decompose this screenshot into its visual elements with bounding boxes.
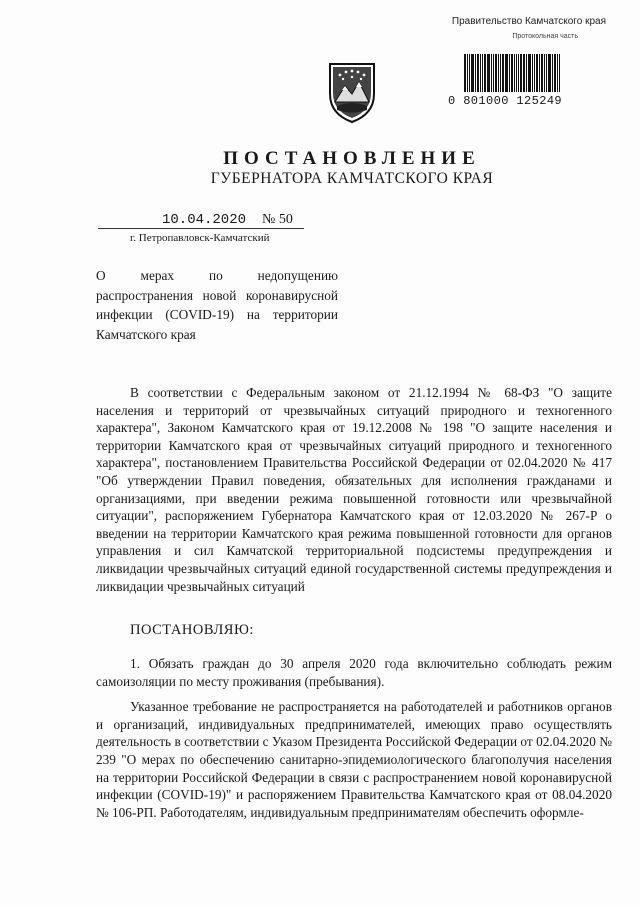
barcode-number: 0 801000 125249 [448, 94, 563, 108]
document-title: ПОСТАНОВЛЕНИЕ [223, 148, 481, 169]
resolution-item: Указанное требование не распространяется на работодателей и работников органов и организаций, индивидуальных предпринимателей, имеющих право осуществлять деятельность в соответствии с Указом Президента Российской Федерации от 02.04.2020 № 239 "О мерах по обеспечению санитарно-эпидемиологического благополучия населения на территории Российской Федерации в связи с распространением новой коронавирусной инфекции (COVID-19)" и распоряжением Правительства Камчатского края от 08.04.2020 № 106-РП. Работодателям, индивидуальным предпринимателям обеспечить оформле- [96, 699, 612, 820]
resolution-item: 1. Обязать граждан до 30 апреля 2020 года включительно соблюдать режим самоизоляции по месту проживания (пребывания). [96, 656, 612, 689]
stamp-department: Протокольная часть [512, 33, 578, 40]
preamble-paragraph: В соответствии с Федеральным законом от 21.12.1994 № 68-ФЗ "О защите населения и территорий от чрезвычайных ситуаций природного и техногенного характера", Законом Камчатского края от 19.12.2008 № 198 "О защите населения и территории Камчатского края от чрезвычайных ситуаций природного и техногенного характера", постановлением Правительства Российской Федерации от 02.04.2020 № 417 "Об утверждении Правил поведения, обязательных для исполнения гражданами и организациями, при введении режима повышенной готовности или чрезвычайной ситуации", распоряжением Губернатора Камчатского края от 12.03.2020 № 267-Р о введении на территории Камчатского края режима повышенной готовности для органов управления и сил Камчатской территориальной подсистемы предупреждения и ликвидации чрезвычайных ситуаций единой государственной системы предупреждения и ликвидации чрезвычайных ситуаций [96, 385, 612, 594]
stamp-organization: Правительство Камчатского края [451, 16, 606, 27]
registration-stamp [438, 16, 606, 108]
document-city: г. Петропавловск-Камчатский [130, 232, 270, 244]
kamchatka-emblem-icon [327, 60, 377, 124]
resolve-heading: ПОСТАНОВЛЯЮ: [130, 622, 254, 638]
document-subtitle: ГУБЕРНАТОРА КАМЧАТСКОГО КРАЯ [210, 170, 494, 187]
document-subject: О мерах по недопущению распространения новой коронавирусной инфекции (COVID-19) на территории Камчатского края [96, 268, 338, 342]
document-number: № 50 [262, 212, 293, 227]
preamble [96, 384, 612, 595]
document-date: 10.04.2020 [162, 212, 247, 228]
resolution-items [96, 655, 612, 829]
barcode [464, 54, 582, 92]
